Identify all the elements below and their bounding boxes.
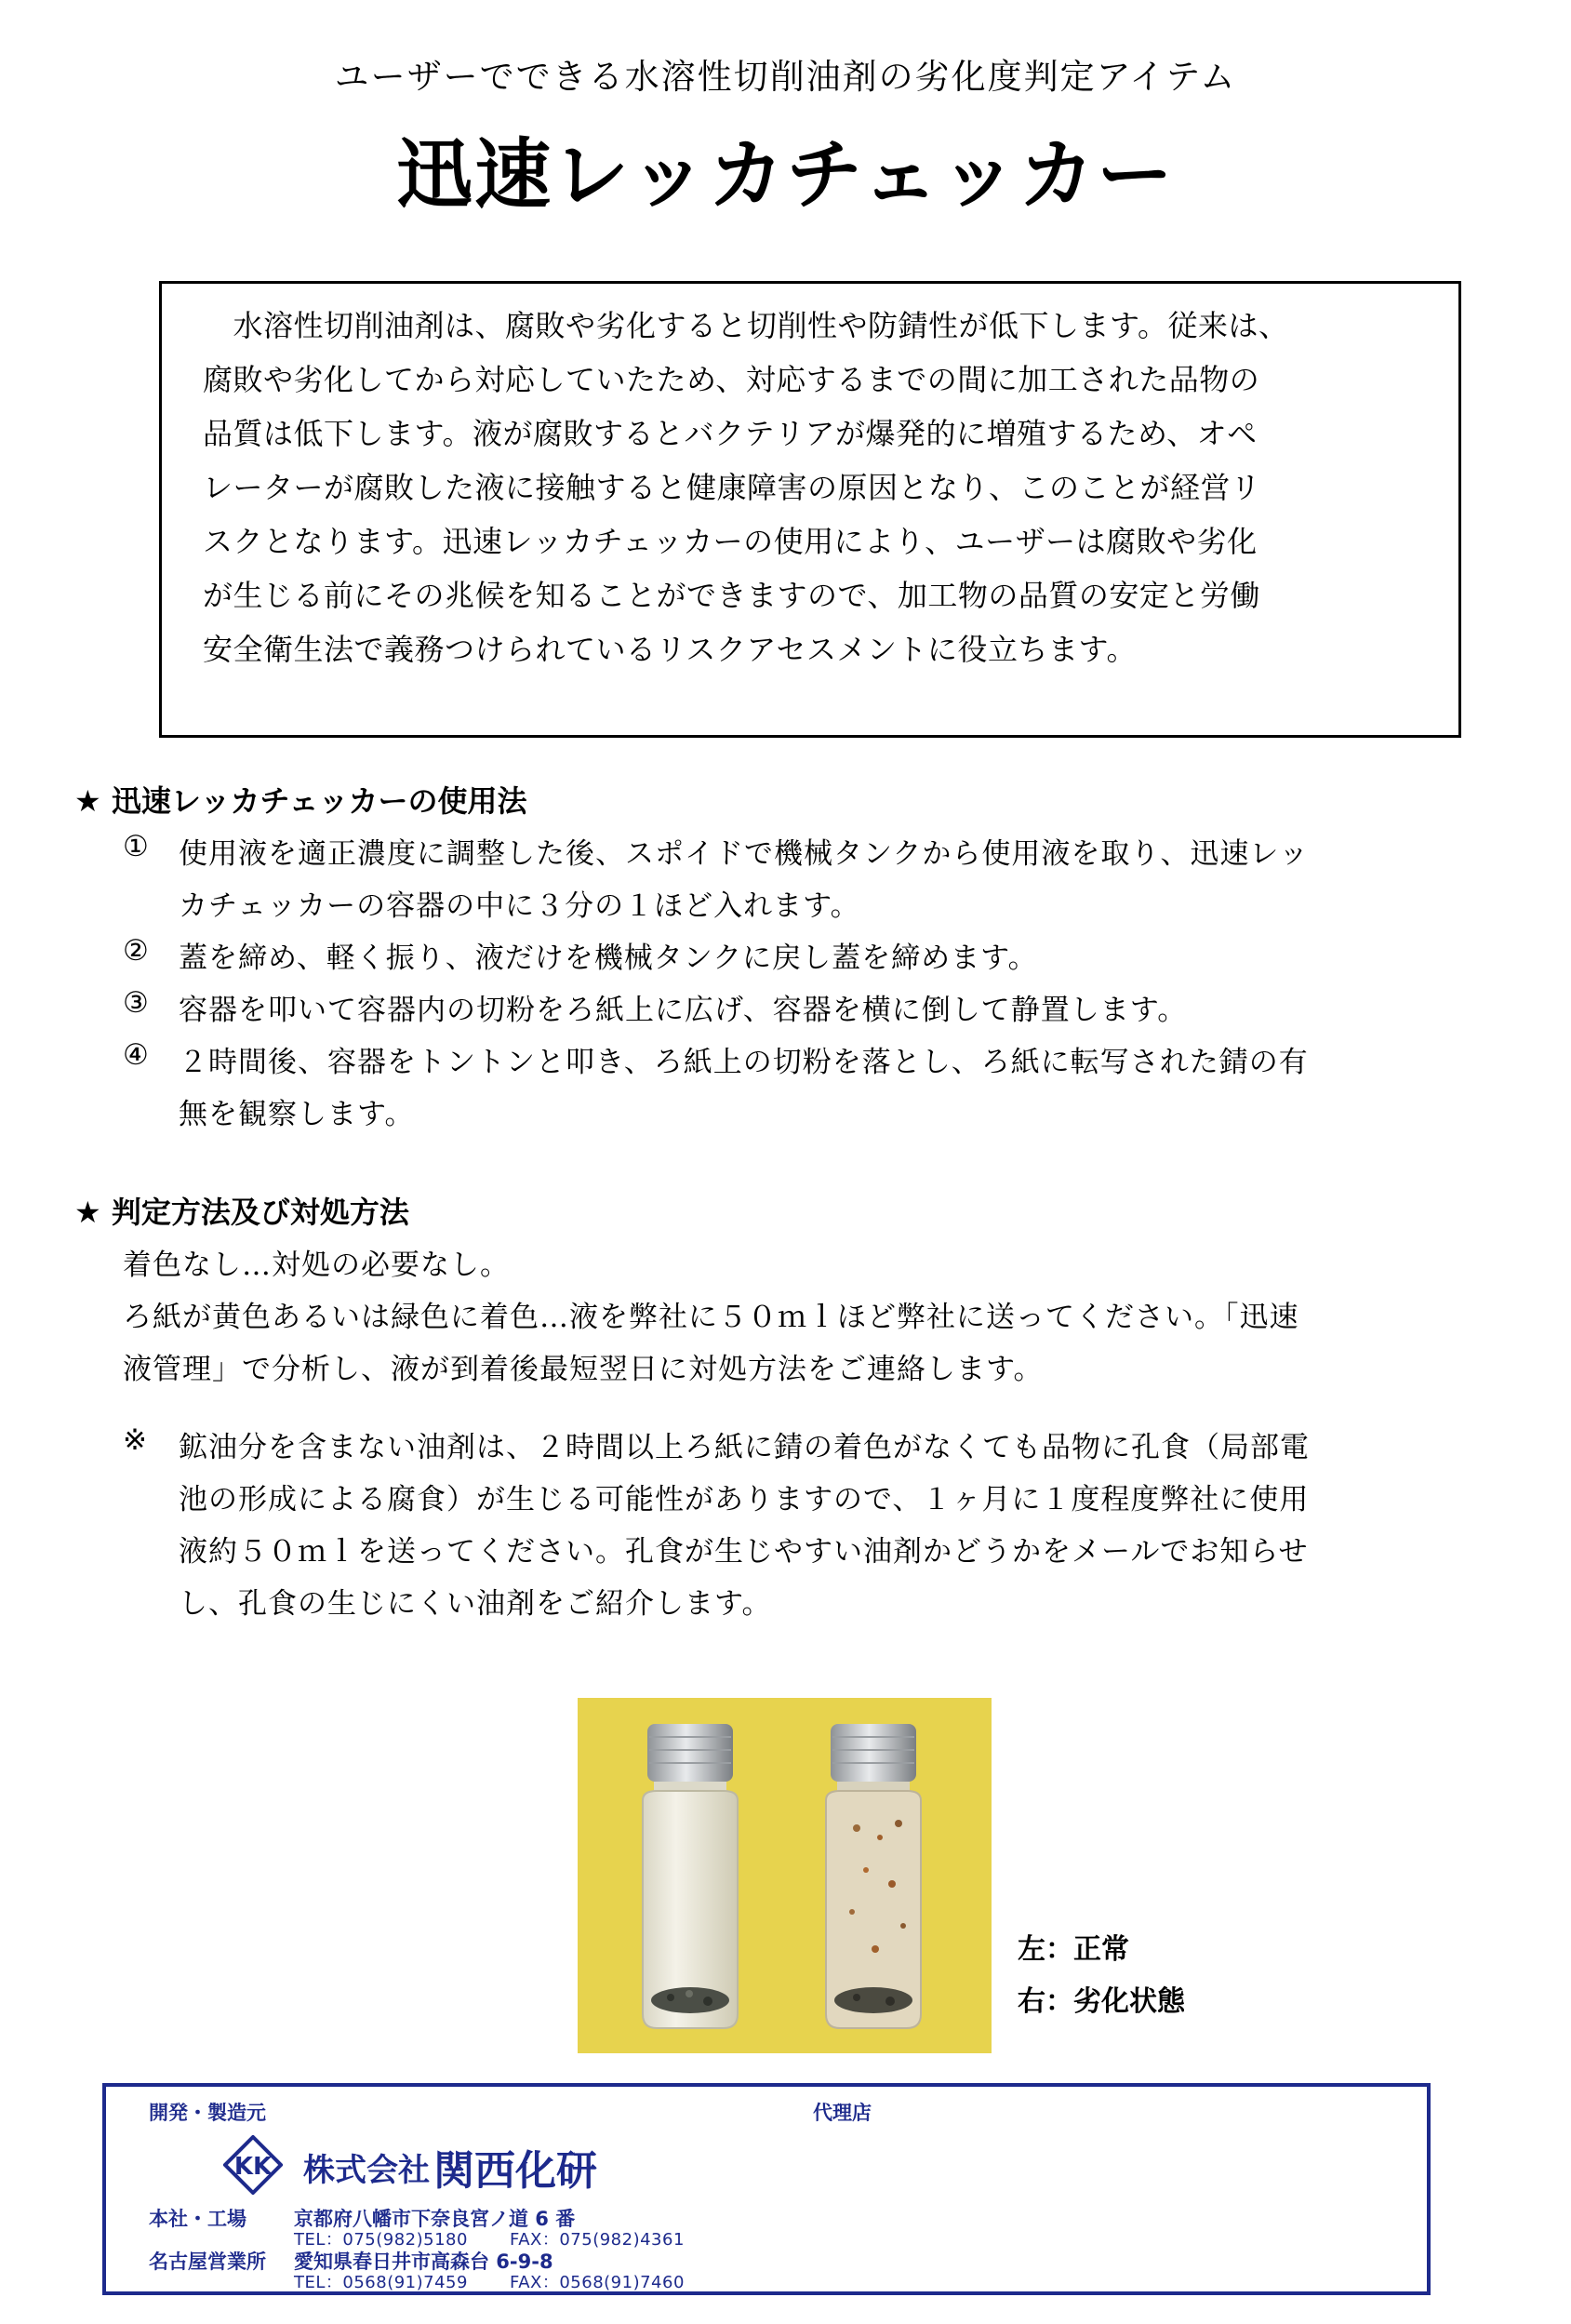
step-number: ① xyxy=(123,830,149,863)
caption-right: 右：劣化状態 xyxy=(1018,1985,1185,2018)
step-text: ２時間後、容器をトントンと叩き、ろ紙上の切粉を落とし、ろ紙に転写された錆の有 xyxy=(179,1046,1309,1079)
normal-bottle xyxy=(643,1724,738,2028)
note-line: 液約５０ｍｌを送ってください。孔食が生じやすい油剤かどうかをメールでお知らせ xyxy=(179,1535,1309,1569)
agent-label: 代理店 xyxy=(813,2102,872,2124)
intro-line: が生じる前にその兆候を知ることができますので、加工物の品質の安定と労働 xyxy=(203,578,1260,613)
judgement-line: ろ紙が黄色あるいは緑色に着色…液を弊社に５０ｍｌほど弊社に送ってください。「迅速 xyxy=(123,1301,1299,1334)
company-logo xyxy=(223,2135,283,2195)
judgement-line: 液管理」で分析し、液が到着後最短翌日に対処方法をご連絡します。 xyxy=(123,1353,1044,1386)
hq-tel: TEL：075(982)5180 xyxy=(294,2230,468,2250)
degraded-bottle xyxy=(826,1724,921,2028)
intro-box xyxy=(159,281,1461,738)
maker-label: 開発・製造元 xyxy=(149,2102,266,2124)
judgement-line: 着色なし…対処の必要なし。 xyxy=(123,1249,510,1282)
step-number: ② xyxy=(123,934,149,968)
step-text: 使用液を適正濃度に調整した後、スポイドで機械タンクから使用液を取り、迅速レッ xyxy=(179,837,1310,871)
subtitle: ユーザーでできる水溶性切削油剤の劣化度判定アイテム xyxy=(334,57,1237,97)
judgement-heading: ★ 判定方法及び対処方法 xyxy=(74,1195,409,1230)
step-text: 蓋を締め、軽く振り、液だけを機械タンクに戻し蓋を締めます。 xyxy=(179,942,1038,975)
nagoya-tel: TEL：0568(91)7459 xyxy=(294,2273,468,2292)
step-text: 容器を叩いて容器内の切粉をろ紙上に広げ、容器を横に倒して静置します。 xyxy=(179,994,1188,1027)
note-mark: ※ xyxy=(123,1423,148,1457)
product-photo xyxy=(578,1698,992,2053)
step-number: ④ xyxy=(123,1038,149,1072)
page-title: 迅速レッカチェッカー xyxy=(396,131,1175,220)
intro-line: 安全衛生法で義務つけられているリスクアセスメントに役立ちます。 xyxy=(203,632,1137,667)
intro-line: スクとなります。迅速レッカチェッカーの使用により、ユーザーは腐敗や劣化 xyxy=(203,524,1258,559)
note-line: 池の形成による腐食）が生じる可能性がありますので、１ヶ月に１度程度弊社に使用 xyxy=(179,1483,1310,1516)
step-number: ③ xyxy=(123,986,149,1020)
step-text: 無を観察します。 xyxy=(179,1098,415,1131)
bottles-illustration xyxy=(578,1698,992,2053)
caption-left: 左：正常 xyxy=(1018,1933,1129,1966)
company-prefix: 株式会社 xyxy=(303,2152,430,2189)
logo-text: KK xyxy=(233,2153,273,2181)
footer-box xyxy=(102,2083,1431,2295)
nagoya-label: 名古屋営業所 xyxy=(149,2251,266,2273)
intro-line: 腐敗や劣化してから対応していたため、対応するまでの間に加工された品物の xyxy=(203,362,1260,397)
hq-fax: FAX：075(982)4361 xyxy=(510,2230,685,2250)
hq-address: 京都府八幡市下奈良宮ノ道 6 番 xyxy=(294,2208,576,2230)
hq-label: 本社・工場 xyxy=(149,2208,246,2230)
nagoya-address: 愛知県春日井市高森台 6-9-8 xyxy=(294,2251,553,2273)
step-text: カチェッカーの容器の中に３分の１ほど入れます。 xyxy=(179,889,860,923)
intro-line: レーターが腐敗した液に接触すると健康障害の原因となり、このことが経営リ xyxy=(203,470,1261,505)
note-line: し、孔食の生じにくい油剤をご紹介します。 xyxy=(179,1587,772,1621)
note-line: 鉱油分を含まない油剤は、２時間以上ろ紙に錆の着色がなくても品物に孔食（局部電 xyxy=(179,1431,1310,1464)
usage-heading: ★ 迅速レッカチェッカーの使用法 xyxy=(74,783,527,819)
intro-line: 品質は低下します。液が腐敗するとバクテリアが爆発的に増殖するため、オペ xyxy=(203,416,1258,451)
intro-line: 水溶性切削油剤は、腐敗や劣化すると切削性や防錆性が低下します。従来は、 xyxy=(203,308,1289,343)
company-name: 関西化研 xyxy=(433,2147,597,2195)
nagoya-fax: FAX：0568(91)7460 xyxy=(510,2273,685,2292)
